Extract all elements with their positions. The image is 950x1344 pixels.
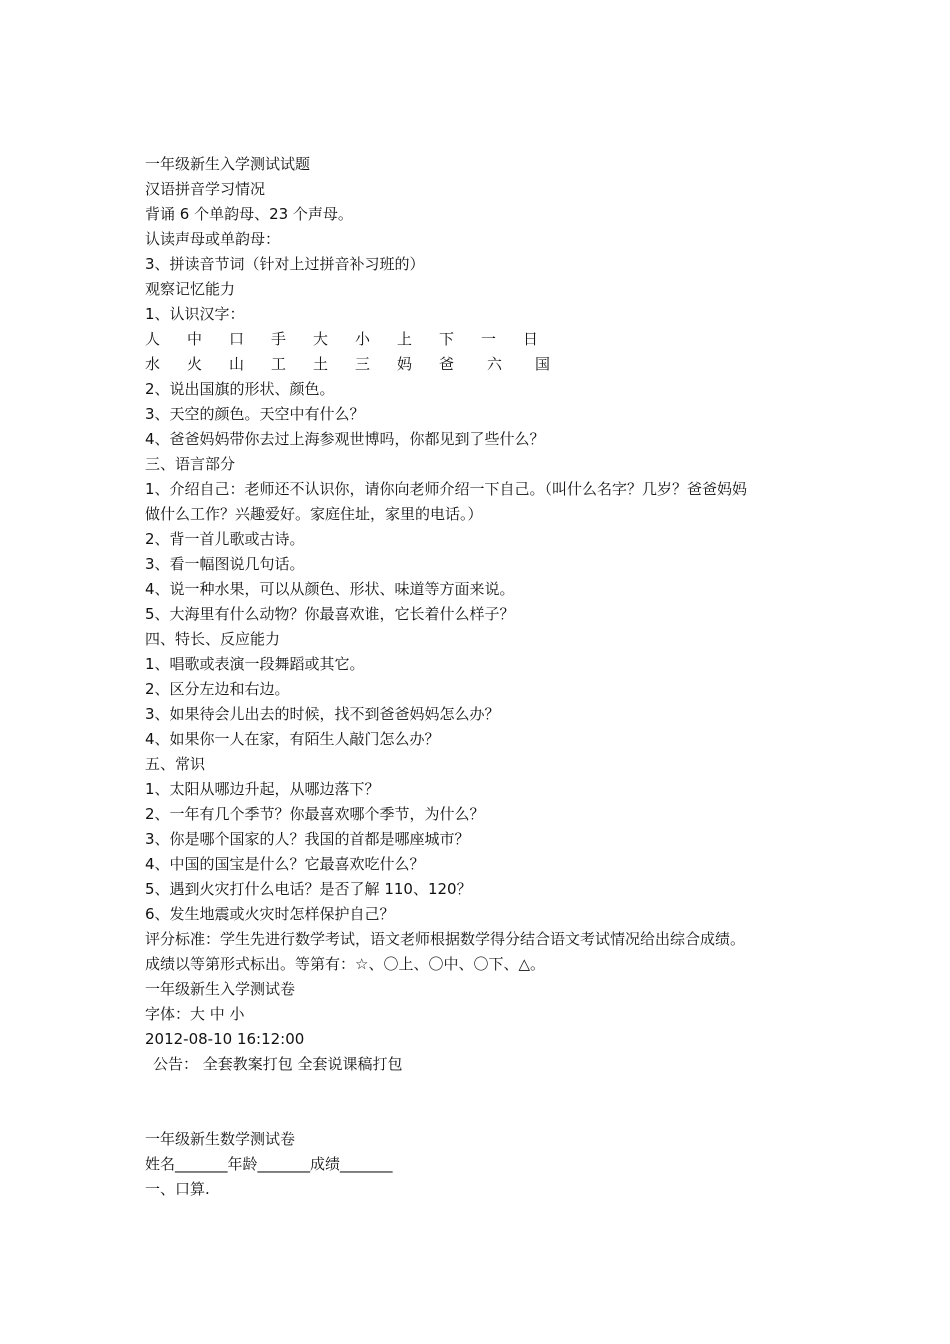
observe-line-2: 2、说出国旗的形状、颜色。 bbox=[145, 380, 335, 398]
talent-line-1: 1、唱歌或表演一段舞蹈或其它。 bbox=[145, 655, 365, 673]
language-line-5: 5、大海里有什么动物？你最喜欢谁，它长着什么样子？ bbox=[145, 605, 515, 623]
char: 手 bbox=[271, 330, 287, 348]
observe-heading: 观察记忆能力 bbox=[145, 280, 236, 298]
scoring-line-2: 成绩以等第形式标出。等第有：☆、〇上、〇中、〇下、△。 bbox=[145, 955, 545, 973]
chars-row-2 bbox=[145, 352, 845, 377]
chars-row-1 bbox=[145, 327, 845, 352]
char: 一 bbox=[481, 330, 497, 348]
spacer bbox=[145, 1077, 845, 1127]
char: 日 bbox=[523, 330, 539, 348]
doc-title: 一年级新生入学测试试题 bbox=[145, 155, 311, 173]
language-line-1b: 做什么工作？兴趣爱好。家庭住址，家里的电话。） bbox=[145, 505, 483, 523]
scoring-line-1: 评分标准：学生先进行数学考试，语文老师根据数学得分结合语文考试情况给出综合成绩。 bbox=[145, 930, 746, 948]
pinyin-line-3: 3、拼读音节词（针对上过拼音补习班的） bbox=[145, 255, 425, 273]
observe-line-4: 4、爸爸妈妈带你去过上海参观世博吗，你都见到了些什么？ bbox=[145, 430, 545, 448]
char: 中 bbox=[187, 330, 203, 348]
test-title-2: 一年级新生入学测试卷 bbox=[145, 980, 296, 998]
notice-line: 公告： 全套教案打包 全套说课稿打包 bbox=[153, 1055, 403, 1073]
common-line-4: 4、中国的国宝是什么？它最喜欢吃什么？ bbox=[145, 855, 425, 873]
char: 小 bbox=[355, 330, 371, 348]
common-heading: 五、常识 bbox=[145, 755, 206, 773]
char: 人 bbox=[145, 330, 161, 348]
char: 国 bbox=[535, 355, 551, 373]
char: 土 bbox=[313, 355, 329, 373]
char: 妈 bbox=[397, 355, 413, 373]
char: 口 bbox=[229, 330, 245, 348]
char: 六 bbox=[487, 355, 503, 373]
common-line-2: 2、一年有几个季节？你最喜欢哪个季节，为什么？ bbox=[145, 805, 485, 823]
char: 火 bbox=[187, 355, 203, 373]
math-title: 一年级新生数学测试卷 bbox=[145, 1130, 296, 1148]
char: 三 bbox=[355, 355, 371, 373]
language-line-3: 3、看一幅图说几句话。 bbox=[145, 555, 305, 573]
char: 山 bbox=[229, 355, 245, 373]
char: 爸 bbox=[439, 355, 455, 373]
char: 水 bbox=[145, 355, 161, 373]
font-size-selector: 字体：大 中 小 bbox=[145, 1005, 245, 1023]
math-info-line: 姓名_______年龄_______成绩_______ bbox=[145, 1155, 393, 1173]
talent-line-4: 4、如果你一人在家，有陌生人敲门怎么办？ bbox=[145, 730, 440, 748]
char: 工 bbox=[271, 355, 287, 373]
common-line-5: 5、遇到火灾打什么电话？是否了解 110、120？ bbox=[145, 880, 472, 898]
common-line-3: 3、你是哪个国家的人？我国的首都是哪座城市？ bbox=[145, 830, 470, 848]
talent-heading: 四、特长、反应能力 bbox=[145, 630, 281, 648]
language-line-1a: 1、介绍自己：老师还不认识你，请你向老师介绍一下自己。（叫什么名字？几岁？爸爸妈妈 bbox=[145, 480, 748, 498]
pinyin-line-1: 背诵 6 个单韵母、23 个声母。 bbox=[145, 205, 353, 223]
math-section-1: 一、口算. bbox=[145, 1180, 210, 1198]
common-line-1: 1、太阳从哪边升起，从哪边落下？ bbox=[145, 780, 380, 798]
talent-line-3: 3、如果待会儿出去的时候，找不到爸爸妈妈怎么办？ bbox=[145, 705, 500, 723]
pinyin-line-2: 认读声母或单韵母： bbox=[145, 230, 281, 248]
pinyin-heading: 汉语拼音学习情况 bbox=[145, 180, 266, 198]
char: 下 bbox=[439, 330, 455, 348]
language-line-2: 2、背一首儿歌或古诗。 bbox=[145, 530, 305, 548]
talent-line-2: 2、区分左边和右边。 bbox=[145, 680, 290, 698]
language-heading: 三、语言部分 bbox=[145, 455, 236, 473]
char: 上 bbox=[397, 330, 413, 348]
publish-datetime: 2012-08-10 16:12:00 bbox=[145, 1030, 305, 1048]
observe-line-3: 3、天空的颜色。天空中有什么？ bbox=[145, 405, 365, 423]
observe-line-1: 1、认识汉字： bbox=[145, 305, 245, 323]
common-line-6: 6、发生地震或火灾时怎样保护自己？ bbox=[145, 905, 395, 923]
char: 大 bbox=[313, 330, 329, 348]
language-line-4: 4、说一种水果，可以从颜色、形状、味道等方面来说。 bbox=[145, 580, 515, 598]
document-page bbox=[145, 152, 845, 1202]
